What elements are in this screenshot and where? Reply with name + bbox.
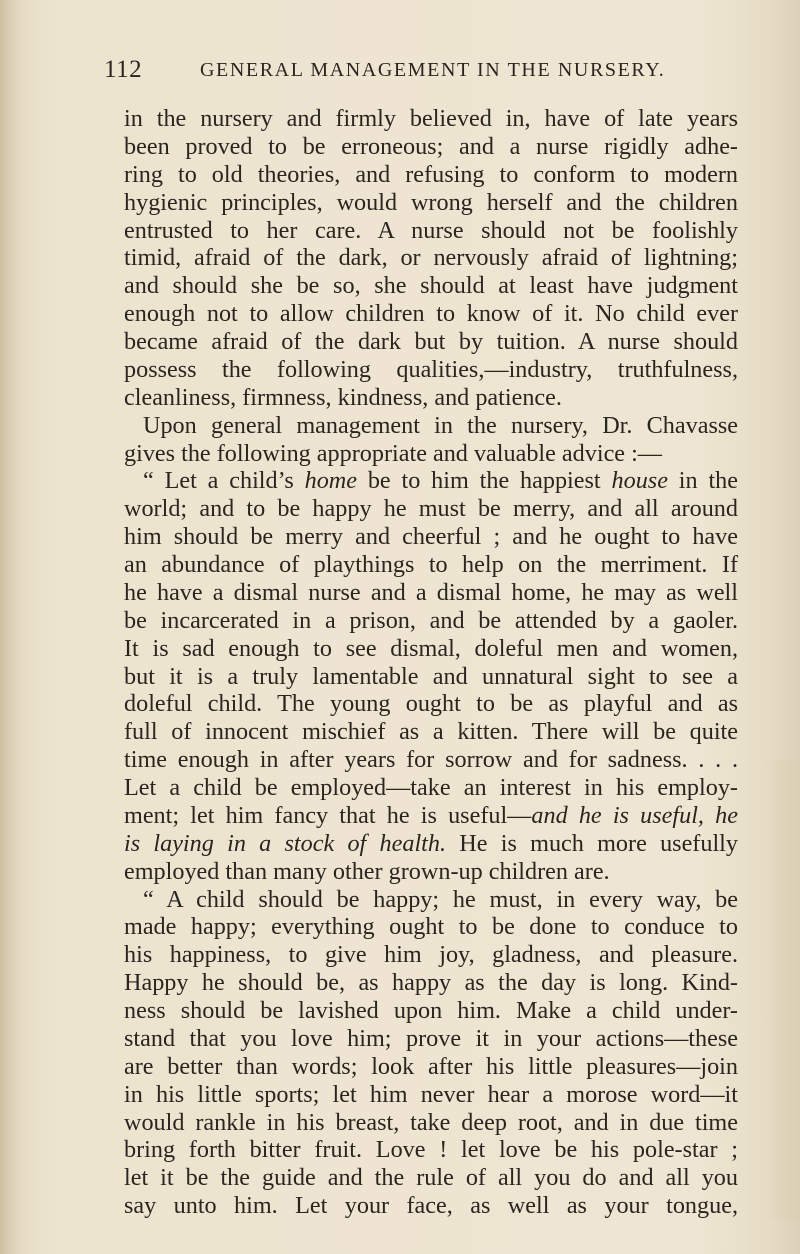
- text-run: “ Let a child’s: [143, 467, 305, 495]
- page-number: 112: [104, 56, 143, 83]
- text-line: It is sad enough to see dismal, doleful men and women,: [124, 634, 738, 662]
- text-run: He is much more usefully: [446, 829, 738, 857]
- text-line: full of innocent mischief as a kitten. There will be quite: [124, 718, 738, 746]
- page-header: [104, 56, 744, 90]
- running-head: GENERAL MANAGEMENT IN THE NURSERY.: [200, 59, 666, 81]
- text-line: Happy he should be, as happy as the day is long. Kind-: [124, 969, 738, 997]
- text-line: doleful child. The young ought to be as playful and as: [124, 690, 738, 718]
- text-line: [124, 830, 738, 858]
- text-line: and should she be so, she should at least have judgment: [124, 272, 738, 300]
- text-line: him should be merry and cheerful ; and he ought to have: [124, 523, 738, 551]
- text-line: became afraid of the dark but by tuition. A nurse should: [124, 328, 738, 355]
- text-line: time enough in after years for sorrow and for sadness. . . .: [124, 746, 738, 774]
- text-line: entrusted to her care. A nurse should not be foolishly: [124, 216, 738, 244]
- italic-run: and he is useful, he: [531, 801, 738, 829]
- italic-run: is laying in a stock of health.: [124, 829, 447, 857]
- text-line: [124, 802, 738, 830]
- text-line: made happy; everything ought to be done to conduce to: [124, 913, 738, 941]
- text-run: ment; let him fancy that he is useful—: [124, 801, 532, 829]
- text-line: world; and to be happy he must be merry, and all around: [124, 495, 738, 523]
- text-line: gives the following appropriate and valuable advice :—: [124, 439, 662, 467]
- text-run: be to him the happiest: [356, 467, 612, 495]
- text-line: timid, afraid of the dark, or nervously afraid of lightning;: [124, 244, 738, 272]
- text-line: would rankle in his breast, take deep root, and in due time: [124, 1108, 738, 1136]
- text-line: [124, 467, 738, 495]
- text-line: he have a dismal nurse and a dismal home, he may as well: [124, 578, 738, 606]
- text-line: Let a child be employed—take an interest in his employ-: [124, 774, 738, 801]
- italic-run: house: [611, 467, 668, 495]
- text-line: are better than words; look after his little pleasures—join: [124, 1052, 738, 1080]
- text-line: enough not to allow children to know of it. No child ever: [124, 300, 738, 328]
- body-text: [124, 105, 738, 1220]
- text-line: in the nursery and firmly believed in, have of late years: [124, 105, 738, 132]
- text-line: ring to old theories, and refusing to conform to modern: [124, 160, 738, 188]
- italic-run: home: [304, 467, 357, 495]
- text-line: but it is a truly lamentable and unnatural sight to see a: [124, 662, 738, 690]
- text-line: bring forth bitter fruit. Love ! let love be his pole-star ;: [124, 1136, 738, 1164]
- text-line: “ A child should be happy; he must, in every way, be: [143, 885, 738, 913]
- text-line: stand that you love him; prove it in your actions—these: [124, 1024, 738, 1052]
- text-line: say unto him. Let your face, as well as your tongue,: [124, 1192, 738, 1220]
- text-line: been proved to be erroneous; and a nurse rigidly adhe-: [124, 132, 738, 160]
- text-line: employed than many other grown-up children are.: [124, 857, 610, 885]
- text-line: let it be the guide and the rule of all you do and all you: [124, 1164, 738, 1192]
- page-edge-stain: [760, 760, 800, 1220]
- text-line: in his little sports; let him never hear a morose word—it: [124, 1080, 738, 1108]
- text-run: in the: [667, 467, 738, 495]
- text-line: be incarcerated in a prison, and be attended by a gaoler.: [124, 606, 738, 634]
- text-line: hygienic principles, would wrong herself and the children: [124, 188, 738, 216]
- text-line: possess the following qualities,—industry, truthfulness,: [124, 355, 738, 383]
- text-line: ness should be lavished upon him. Make a child under-: [124, 997, 738, 1024]
- page-binding-edge: [0, 0, 26, 1254]
- text-line: an abundance of playthings to help on the merriment. If: [124, 551, 738, 578]
- text-line: Upon general management in the nursery, Dr. Chavasse: [143, 411, 738, 439]
- text-line: his happiness, to give him joy, gladness, and pleasure.: [124, 941, 738, 969]
- text-line: cleanliness, firmness, kindness, and patience.: [124, 383, 562, 411]
